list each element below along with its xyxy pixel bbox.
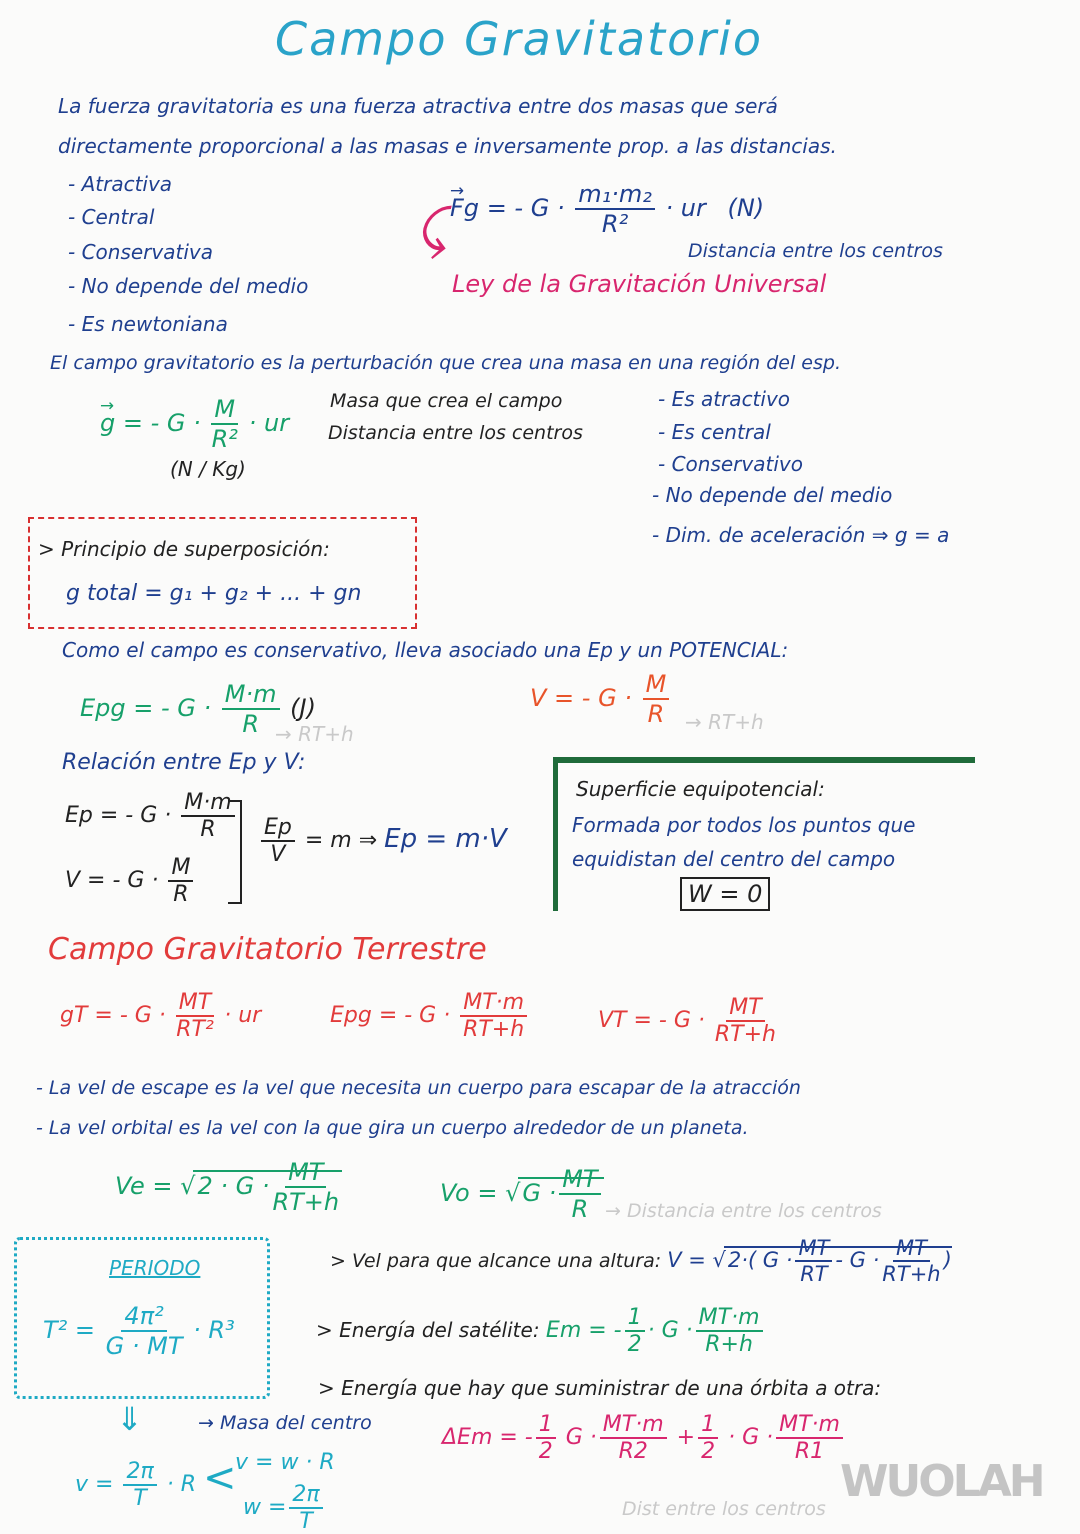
fraction: $\frac{M\cdot m}{R}$ (222, 680, 280, 738)
brace (228, 800, 242, 904)
field-prop: - Dim. de aceleración ⇒ g = a (652, 523, 950, 547)
relation-title: Relación entre Ep y V: (62, 750, 306, 775)
v-note: → RT+h (685, 710, 764, 734)
terrestrial-g: gT = - G · $\frac{MT}{\text{RT²}}$ · ur (60, 990, 262, 1042)
work-zero-box: W = 0 (680, 877, 770, 911)
terrestrial-ep: Epg = - G · $\frac{MT\cdot m}{RT+h}$ (330, 990, 530, 1042)
fraction: $\frac{\text{m₁·m₂}}{\text{R²}}$ (575, 180, 655, 238)
terrestrial-title: Campo Gravitatorio Terrestre (48, 932, 487, 967)
escape-velocity: Ve = √2 · G · $\frac{MT}{RT+h}$ (115, 1158, 342, 1216)
formula-part: → g (100, 409, 115, 437)
mass-note: Masa que crea el campo (330, 390, 563, 412)
field-formula (100, 395, 289, 453)
period-formula: T² = $\frac{\text{4π²}}{G \cdot MT}$ · R³ (43, 1302, 235, 1360)
relation-result: $\frac{Ep}{V}$ = m ⇒ Ep = m·V (258, 815, 507, 867)
formula-part: = - G · (486, 194, 565, 222)
down-arrow-icon: ⇓ (116, 1400, 143, 1438)
equipotential-title: Superficie equipotencial: (576, 777, 825, 801)
equipotential-line: equidistan del centro del campo (572, 847, 896, 871)
relation-ep: Ep = - G · $\frac{M\cdot m}{R}$ (65, 790, 238, 842)
velocity-period: v = $\frac{2\pi}{T}$ · R < (75, 1455, 237, 1511)
v-formula (530, 670, 672, 728)
satellite-energy: > Energía del satélite: Em = - $\frac{1}{2}$ · G · $\frac{MT\cdot m}{R+h}$ (316, 1305, 766, 1357)
unit: (J) (290, 694, 316, 722)
fraction: $\frac{M}{\text{R²}}$ (211, 395, 238, 453)
period-title: PERIODO (109, 1256, 201, 1280)
relation-w: w = $\frac{2\pi}{T}$ (243, 1482, 326, 1534)
field-definition: El campo gravitatorio es la perturbación que crea una masa en una región del esp. (50, 352, 841, 374)
field-unit: (N / Kg) (170, 457, 246, 481)
velocity-line: - La vel de escape es la vel que necesita un cuerpo para escapar de la atracción (36, 1077, 801, 1099)
field-prop: - No depende del medio (652, 483, 893, 507)
intro-line: La fuerza gravitatoria es una fuerza atractiva entre dos masas que será (58, 94, 778, 118)
force-prop: - Atractiva (68, 172, 173, 196)
center-mass-note: → Masa del centro (198, 1412, 372, 1434)
force-prop: - No depende del medio (68, 274, 309, 298)
distance-note: → Distancia entre los centros (605, 1200, 882, 1222)
curved-arrow-icon: ⤹ (416, 200, 448, 260)
field-prop: - Es central (658, 420, 771, 444)
centers-note: Dist entre los centros (622, 1498, 826, 1520)
terrestrial-v: VT = - G · $\frac{MT}{RT+h}$ (598, 995, 776, 1047)
equipotential-line: Formada por todos los puntos que (572, 813, 916, 837)
force-prop: - Central (68, 205, 155, 229)
unit: (N) (727, 194, 765, 222)
orbit-energy-formula: ΔEm = - $\frac{1}{2}$ G · $\frac{MT\cdot m}{R2}$ + $\frac{1}{2}$ · G · $\frac{MT\cdot m}{R1}$ (442, 1412, 846, 1464)
relation-vw: v = w · R (235, 1450, 335, 1475)
formula-part: = - G · (122, 409, 201, 437)
intro-line: directamente proporcional a las masas e inversamente prop. a las distancias. (58, 134, 837, 158)
formula-part: Epg = - G · (80, 694, 212, 722)
superposition-formula: g total = g₁ + g₂ + ... + gn (66, 581, 362, 606)
force-symbol: → Fg (450, 194, 479, 222)
watermark-logo: WUOLAH (840, 1456, 1043, 1507)
page-title: Campo Gravitatorio (275, 12, 764, 66)
field-prop: - Es atractivo (658, 387, 791, 411)
relation-v: V = - G · $\frac{M}{R}$ (65, 855, 196, 907)
ep-note: → RT+h (275, 722, 354, 746)
distance-note: Distancia entre los centros (328, 422, 583, 444)
conservative-line: Como el campo es conservativo, lleva asociado una Ep y un POTENCIAL: (62, 638, 789, 662)
formula-part: · ur (665, 194, 706, 222)
superposition-box (28, 517, 417, 629)
velocity-line: - La vel orbital es la vel con la que gira un cuerpo alrededor de un planeta. (36, 1117, 749, 1139)
distance-note: Distancia entre los centros (688, 240, 943, 262)
formula-part: V = - G · (530, 684, 632, 712)
field-prop: - Conservativo (658, 452, 803, 476)
equipotential-box (553, 757, 975, 911)
force-prop: - Es newtoniana (68, 312, 228, 336)
fraction: $\frac{M}{R}$ (643, 670, 670, 728)
law-label: Ley de la Gravitación Universal (452, 270, 827, 298)
height-velocity: > Vel para que alcance una altura: V = √2·( G · $\frac{MT}{RT}$ - G · $\frac{MT}{RT+h}$ ) (330, 1236, 952, 1286)
formula-part: · ur (248, 409, 290, 437)
force-formula (450, 180, 764, 238)
force-prop: - Conservativa (68, 240, 213, 264)
orbit-energy-label: > Energía que hay que suministrar de una órbita a otra: (318, 1376, 882, 1400)
superposition-title: > Principio de superposición: (38, 537, 330, 561)
period-box (14, 1237, 270, 1399)
orbital-velocity: Vo = √G · $\frac{MT}{R}$ (440, 1165, 604, 1223)
